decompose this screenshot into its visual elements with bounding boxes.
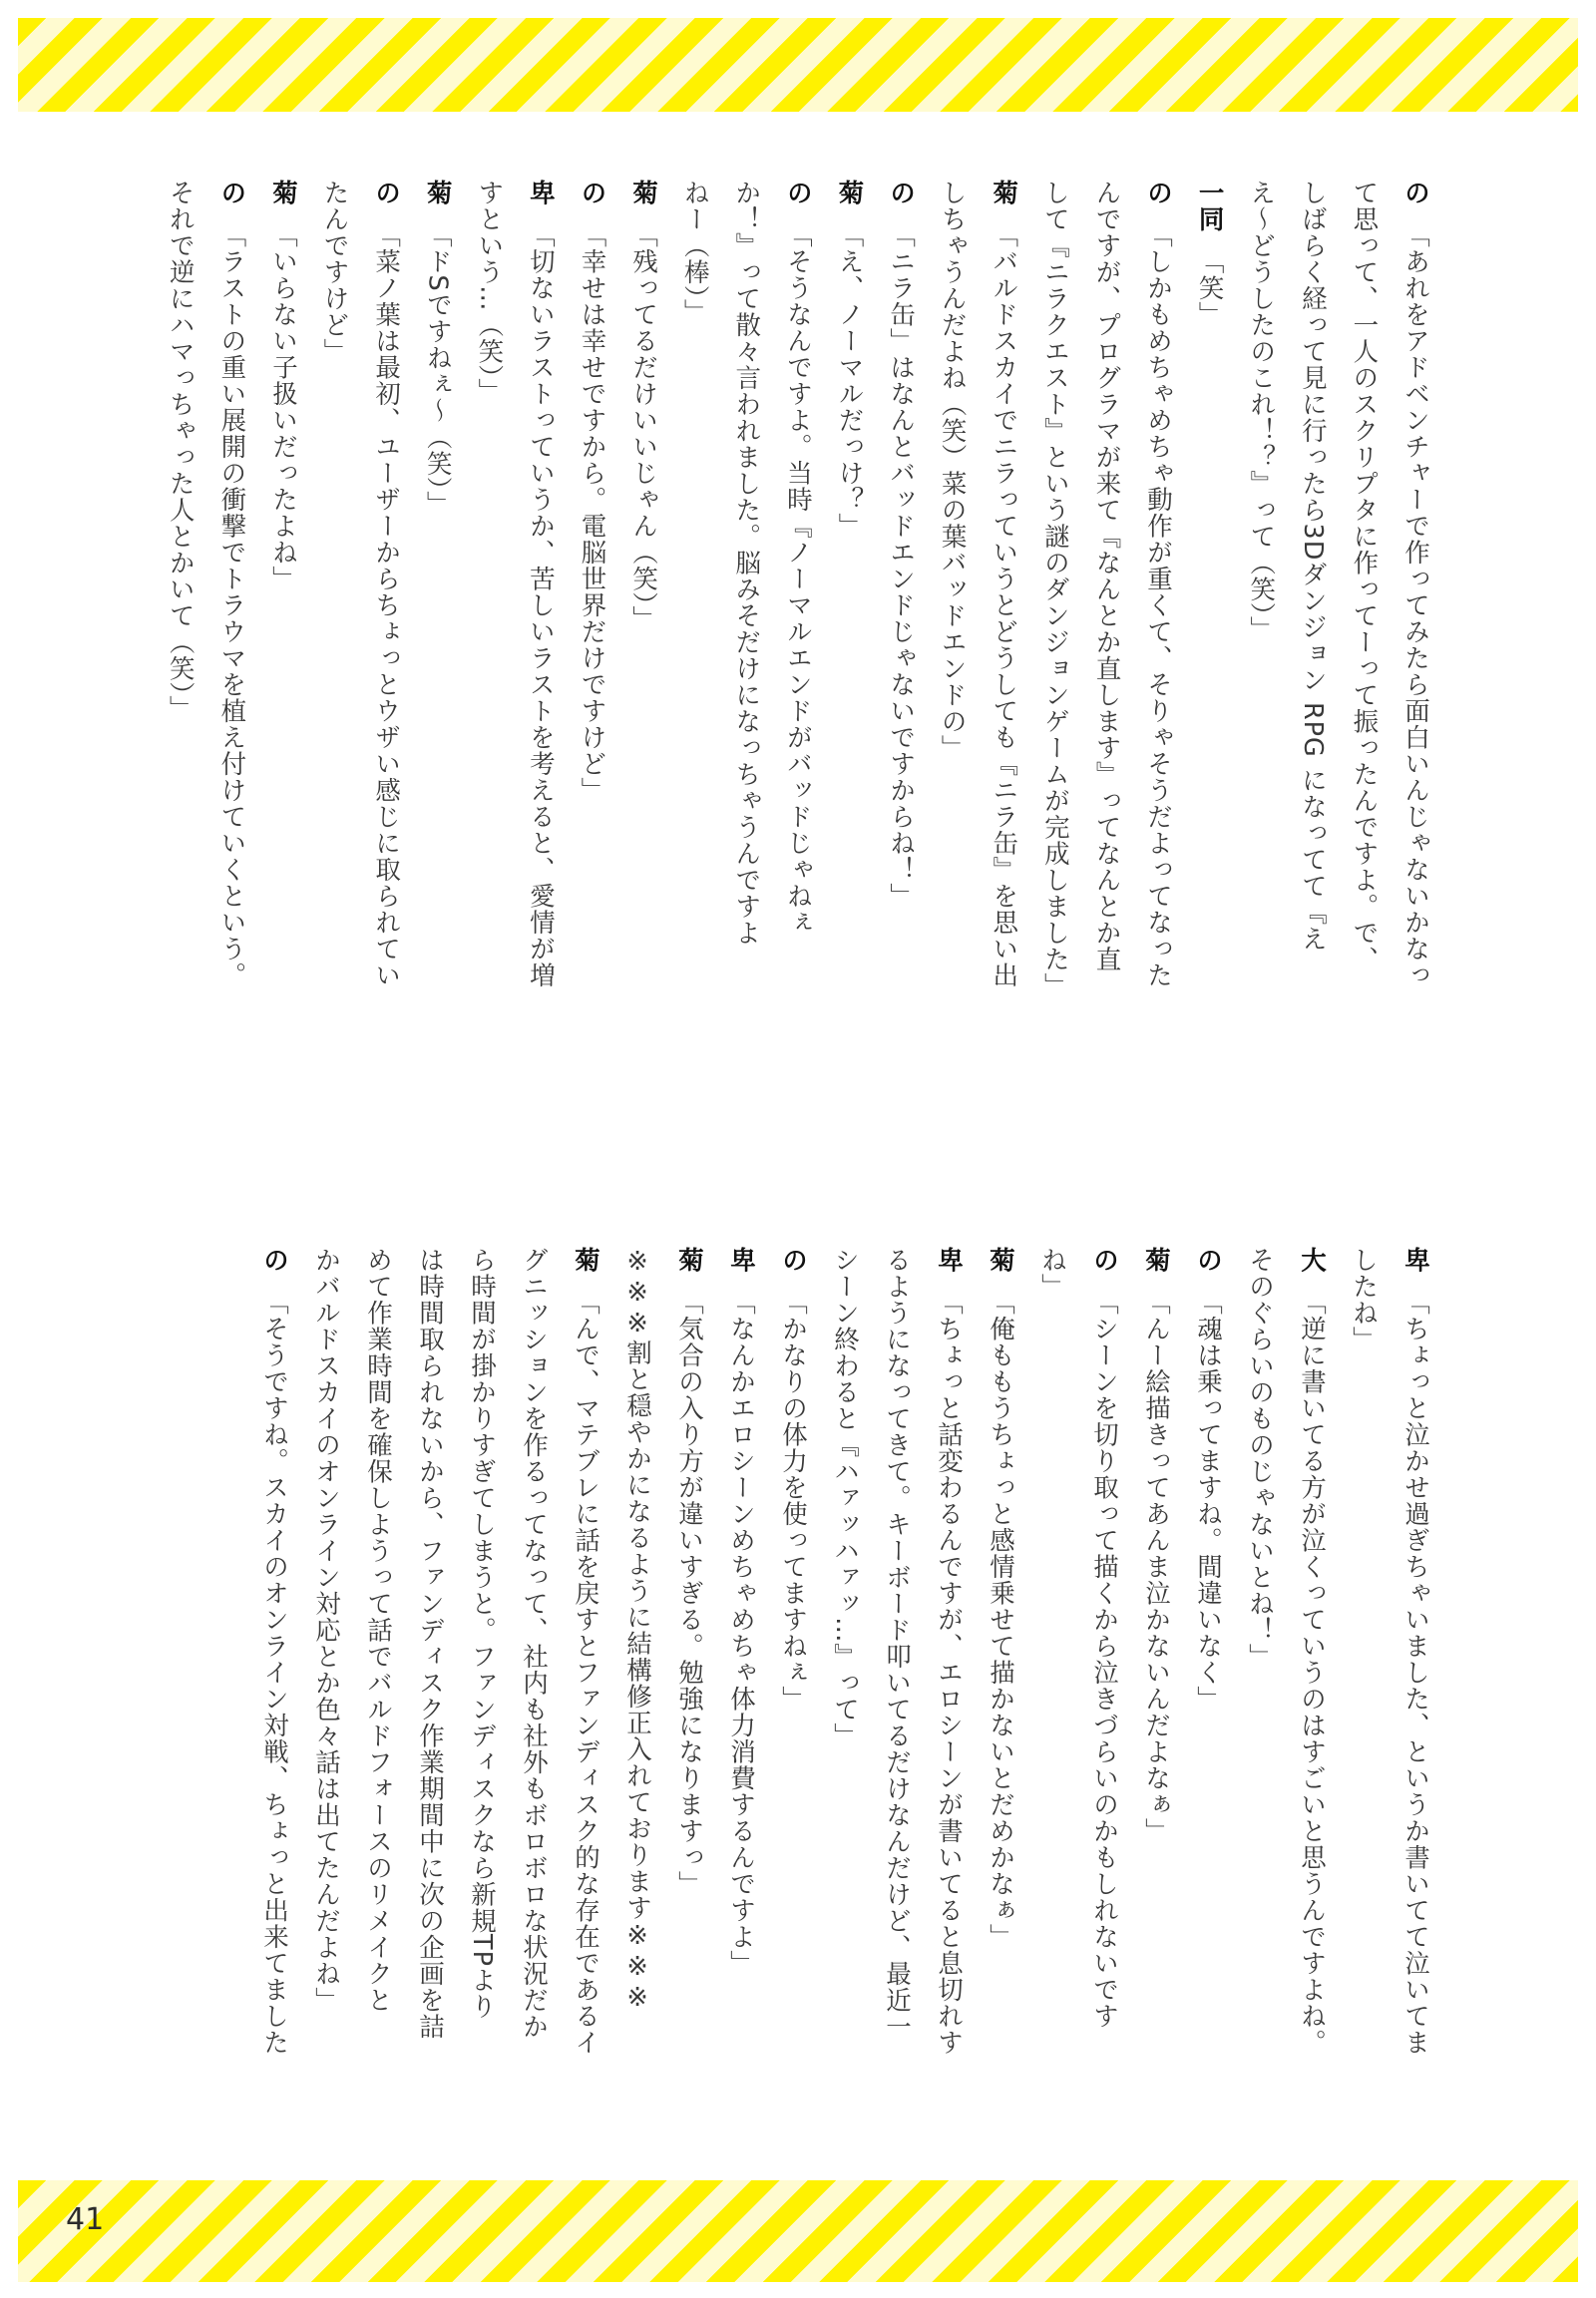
dialogue-text: すという…（笑）」 [474, 180, 505, 405]
lower-text-block [160, 1247, 1436, 2124]
dialogue-text: 「ちょっと話変わるんですが、エロシーンが書いてると息切れす [934, 1289, 964, 2056]
text-line [469, 180, 511, 1087]
text-line [211, 180, 253, 1087]
text-line [1083, 1247, 1125, 2124]
speaker-label: 菊 [267, 180, 298, 206]
dialogue-text: しばらく経って見に行ったら3Dダンジョン RPG になってて『え [1297, 180, 1328, 953]
speaker-label: の [886, 180, 917, 206]
dialogue-text: 「ちょっと泣かせ過ぎちゃいました、というか書いてて泣いてま [1400, 1289, 1430, 2056]
dialogue-text: 「魂は乗ってますね。間違いなく」 [1193, 1289, 1223, 1713]
dialogue-text: 「残ってるだけいいじゃん（笑）」 [628, 221, 659, 632]
dialogue-text: しちゃうんだよね（笑）菜の葉バッドエンドの」 [937, 180, 968, 761]
dialogue-text: か！』って散々言われました。脳みそだけになっちゃうんですよ [731, 180, 762, 947]
text-line [1292, 180, 1334, 1087]
text-line [1343, 1247, 1385, 2124]
text-line [461, 1247, 503, 2124]
speaker-label: の [577, 180, 607, 206]
page-number: 41 [66, 2202, 105, 2237]
dialogue-text: かバルドスカイのオンライン対応とか色々話は出てたんだよね」 [311, 1247, 341, 2014]
dialogue-text: 「なんかエロシーンめちゃめちゃ体力消費するんですよ」 [726, 1289, 756, 1977]
speaker-label: の [371, 180, 402, 206]
text-line [1034, 180, 1076, 1087]
speaker-label: 菊 [628, 180, 659, 206]
text-line [305, 1247, 347, 2124]
speaker-label: の [259, 1247, 289, 1274]
dialogue-text: 「シーンを切り取って描くから泣きづらいのかもしれないです [1089, 1289, 1119, 2030]
text-line [1395, 180, 1436, 1087]
dialogue-text: 「幸せは幸せですから。電脳世界だけですけど」 [577, 221, 607, 804]
dialogue-text: ね」 [1037, 1247, 1067, 1300]
dialogue-text: 「切ないラストっていうか、苦しいラストを考えると、愛情が増 [525, 221, 556, 988]
text-line [1135, 1247, 1177, 2124]
dialogue-text: 「え、ノーマルだっけ？」 [834, 221, 865, 540]
speaker-label: 卑 [726, 1247, 756, 1274]
speaker-label: 菊 [989, 180, 1019, 206]
dialogue-text: 「いらない子扱いだったよね」 [267, 221, 298, 592]
text-line [980, 1247, 1021, 2124]
dialogue-text: 「かなりの体力を使ってますねぇ」 [778, 1289, 808, 1713]
speaker-label: 菊 [422, 180, 453, 206]
speaker-label: 卑 [1400, 1247, 1430, 1274]
text-line [824, 1247, 866, 2124]
dialogue-text: 「ニラ缶」はなんとバッドエンドじゃないですからね！」 [886, 221, 917, 910]
text-line [772, 1247, 814, 2124]
dialogue-text: 「しかもめちゃめちゃ動作が重くて、そりゃそうだよってなった [1143, 221, 1174, 988]
dialogue-text: 「逆に書いてる方が泣くっていうのはすごいと思うんですよね。 [1297, 1289, 1327, 2056]
text-line [777, 180, 819, 1087]
text-line [513, 1247, 555, 2124]
text-line [520, 180, 562, 1087]
text-line [880, 180, 922, 1087]
dialogue-text: 「んで、マテブレに話を戻すとファンディスク的な存在であるイ [571, 1289, 600, 2056]
speaker-label: の [1400, 180, 1430, 206]
speaker-label: の [782, 180, 813, 206]
speaker-label: 菊 [1141, 1247, 1171, 1274]
dialogue-text: ※※※割と穏やかになるように結構修正入れております※※※ [622, 1247, 652, 2014]
bottom-stripe-banner [18, 2180, 1578, 2282]
text-line [616, 1247, 658, 2124]
text-line [366, 180, 408, 1087]
text-line [928, 1247, 970, 2124]
dialogue-text: 「そうなんですよ。当時『ノーマルエンドがバッドじゃねぇ [782, 221, 813, 936]
dialogue-text: ら時間が掛かりすぎてしまうと。ファンディスクなら新規TPより [467, 1247, 497, 2020]
dialogue-text: は時間取られないから、ファンディスク作業期間中に次の企画を詰 [415, 1247, 445, 2040]
text-line [1291, 1247, 1333, 2124]
text-line [1187, 1247, 1229, 2124]
text-line [565, 1247, 606, 2124]
text-line [1137, 180, 1179, 1087]
dialogue-text: シーン終わると『ハァッハァッ…』って」 [830, 1247, 860, 1749]
speaker-label: 菊 [986, 1247, 1015, 1274]
text-line [1395, 1247, 1436, 2124]
text-line [253, 1247, 295, 2124]
dialogue-text: ねー（棒）」 [679, 180, 710, 326]
text-line [623, 180, 665, 1087]
dialogue-text: 「そうですね。スカイのオンライン対戦、ちょっと出来てました [259, 1289, 289, 2056]
dialogue-text: めて作業時間を確保しようって話でバルドフォースのリメイクと [363, 1247, 393, 2014]
text-line [417, 180, 459, 1087]
text-line [1344, 180, 1386, 1087]
text-line [160, 180, 201, 1087]
dialogue-text: 「気合の入り方が違いすぎる。勉強になりますっ」 [674, 1289, 704, 1897]
speaker-label: の [778, 1247, 808, 1274]
speaker-label: 卑 [525, 180, 556, 206]
speaker-label: 卑 [934, 1247, 964, 1274]
dialogue-text: 「ラストの重い展開の衝撃でトラウマを植え付けていくという。 [216, 221, 247, 988]
speaker-label: 菊 [834, 180, 865, 206]
dialogue-text: 「んー絵描きってあんま泣かないんだよなぁ」 [1141, 1289, 1171, 1844]
text-line [932, 180, 974, 1087]
dialogue-text: 「あれをアドベンチャーで作ってみたら面白いんじゃないかなっ [1400, 221, 1430, 988]
speaker-label: の [1143, 180, 1174, 206]
text-line [1241, 180, 1283, 1087]
upper-text-block [160, 180, 1436, 1087]
text-line [1031, 1247, 1073, 2124]
dialogue-text: え～どうしたのこれ！？』って（笑）」 [1246, 180, 1277, 643]
dialogue-text: それで逆にハマっちゃった人とかいて（笑）」 [165, 180, 196, 722]
text-line [314, 180, 356, 1087]
text-line [668, 1247, 710, 2124]
dialogue-text: んですが、プログラマが来て『なんとか直します』ってなんとか直 [1091, 180, 1122, 972]
dialogue-text: たんですけど」 [319, 180, 350, 365]
dialogue-text: グニッションを作るってなって、社内も社外もボロボロな状況だか [519, 1247, 549, 2040]
text-line [1189, 180, 1231, 1087]
speaker-label: の [216, 180, 247, 206]
text-line [1086, 180, 1128, 1087]
text-line [720, 1247, 762, 2124]
speaker-label: 大 [1297, 1247, 1327, 1274]
dialogue-text: 「俺ももうちょっと感情乗せて描かないとだめかなぁ」 [986, 1289, 1015, 1950]
dialogue-text: そのぐらいのものじゃないとね！」 [1245, 1247, 1275, 1670]
dialogue-text: したね」 [1349, 1247, 1379, 1352]
dialogue-text: 「ドSですねぇ～（笑）」 [422, 221, 453, 518]
text-line [876, 1247, 918, 2124]
text-line [409, 1247, 451, 2124]
top-stripe-banner [18, 18, 1578, 112]
dialogue-text: 「菜ノ葉は最初、ユーザーからちょっとウザい感じに取られてい [371, 221, 402, 988]
speaker-label: 一同 [1194, 180, 1225, 232]
speaker-label: 菊 [571, 1247, 600, 1274]
speaker-label: の [1193, 1247, 1223, 1274]
text-line [262, 180, 304, 1087]
dialogue-text: るようになってきて。キーボード叩いてるだけなんだけど、最近一 [882, 1247, 912, 2040]
dialogue-text: 「バルドスカイでニラっていうとどうしても『ニラ缶』を思い出 [989, 221, 1019, 988]
text-line [674, 180, 716, 1087]
dialogue-text: 「笑」 [1194, 248, 1225, 328]
speaker-label: 菊 [674, 1247, 704, 1274]
speaker-label: の [1089, 1247, 1119, 1274]
text-line [726, 180, 768, 1087]
dialogue-text: て思って、一人のスクリプタに作ってーって振ったんですよ。で、 [1349, 180, 1380, 972]
text-line [829, 180, 871, 1087]
text-line [572, 180, 613, 1087]
text-line [1239, 1247, 1281, 2124]
text-line [357, 1247, 399, 2124]
dialogue-text: して『ニラクエスト』という謎のダンジョンゲームが完成しました」 [1039, 180, 1070, 999]
text-line [984, 180, 1025, 1087]
